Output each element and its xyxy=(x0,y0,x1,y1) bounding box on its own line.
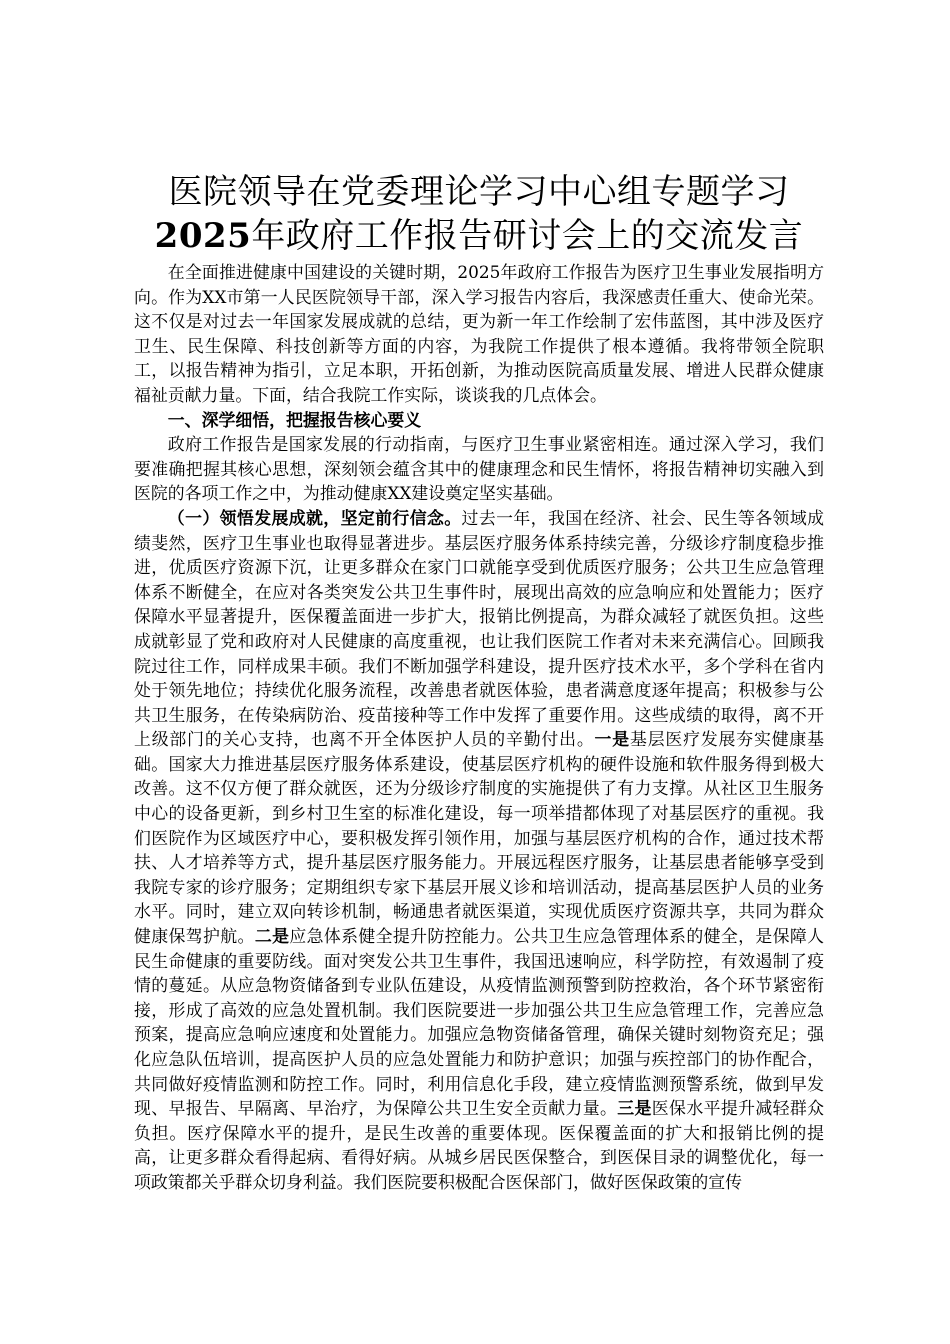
point-marker-3: 三是 xyxy=(617,1098,652,1119)
title-year: 2025 xyxy=(154,216,252,256)
document-body xyxy=(134,260,824,1195)
subsection-1-paragraph xyxy=(134,506,824,1195)
point-2-text: 应急体系健全提升防控能力。公共卫生应急管理体系的健全，是保障人民生命健康的重要防线。面对突发公共卫生事件，我国迅速响应，科学防控，有效遏制了疫情的蔓延。从应急物资储备到专业队伍建设，从疫情监测预警到防控救治，各个环节紧密衔接，形成了高效的应急处置机制。我们医院要进一步加强公共卫生应急管理工作，完善应急预案，提高应急响应速度和处置能力。加强应急物资储备管理，确保关键时刻物资充足；强化应急队伍培训，提高医护人员的应急处置能力和防护意识；加强与疾控部门的协作配合，共同做好疫情监测和防控工作。同时，利用信息化手段，建立疫情监测预警系统，做到早发现、早报告、早隔离、早治疗，为保障公共卫生安全贡献力量。 xyxy=(134,926,825,1119)
document-title xyxy=(134,170,824,258)
title-line-2: 年政府工作报告研讨会上的交流发言 xyxy=(251,216,804,256)
title-line-1: 医院领导在党委理论学习中心组专题学习 xyxy=(168,172,790,212)
document-content xyxy=(134,170,824,1195)
intro-paragraph: 在全面推进健康中国建设的关键时期，2025年政府工作报告为医疗卫生事业发展指明方向。作为XX市第一人民医院领导干部，深入学习报告内容后，我深感责任重大、使命光荣。这不仅是对过去一年国家发展成就的总结，更为新一年工作绘制了宏伟蓝图，其中涉及医疗卫生、民生保障、科技创新等方面的内容，为我院工作提供了根本遵循。我将带领全院职工，以报告精神为指引，立足本职，开拓创新，为推动医院高质量发展、增进人民群众健康福祉贡献力量。下面，结合我院工作实际，谈谈我的几点体会。 xyxy=(134,262,824,405)
point-3-text: 医保水平提升减轻群众负担。医疗保障水平的提升，是民生改善的重要体现。医保覆盖面的扩大和报销比例的提高，让更多群众看得起病、看得好病。从城乡居民医保整合，到医保目录的调整优化，每一项政策都关乎群众切身利益。我们医院要积极配合医保部门，做好医保政策的宣传 xyxy=(134,1098,825,1192)
subsection-heading-1: （一）领悟发展成就，坚定前行信念。 xyxy=(167,507,462,528)
section-1-paragraph: 政府工作报告是国家发展的行动指南，与医疗卫生事业紧密相连。通过深入学习，我们要准确把握其核心思想，深刻领会蕴含其中的健康理念和民生情怀，将报告精神切实融入到医院的各项工作之中，为推动健康XX建设奠定坚实基础。 xyxy=(134,434,824,504)
point-1-text: 基层医疗发展夯实健康基础。国家大力推进基层医疗服务体系建设，使基层医疗机构的硬件设施和软件服务得到极大改善。这不仅方便了群众就医，还为分级诊疗制度的实施提供了有力支撑。从社区卫生服务中心的设备更新，到乡村卫生室的标准化建设，每一项举措都体现了对基层医疗的重视。我们医院作为区域医疗中心，要积极发挥引领作用，加强与基层医疗机构的合作，通过技术帮扶、人才培养等方式，提升基层医疗服务能力。开展远程医疗服务，让基层患者能够享受到我院专家的诊疗服务；定期组织专家下基层开展义诊和培训活动，提高基层医护人员的业务水平。同时，建立双向转诊机制，畅通患者就医渠道，实现优质医疗资源共享，共同为群众健康保驾护航。 xyxy=(134,729,825,947)
section-heading-1: 一、深学细悟，把握报告核心要义 xyxy=(167,409,422,430)
subsection-1-text: 过去一年，我国在经济、社会、民生等各领域成绩斐然，医疗卫生事业也取得显著进步。基层医疗服务体系持续完善，分级诊疗制度稳步推进，优质医疗资源下沉，让更多群众在家门口就能享受到优质医疗服务；公共卫生应急管理体系不断健全，在应对各类突发公共卫生事件时，展现出高效的应急响应和处置能力；医疗保障水平显著提升，医保覆盖面进一步扩大，报销比例提高，为群众减轻了就医负担。这些成就彰显了党和政府对人民健康的高度重视，也让我们医院工作者对未来充满信心。回顾我院过往工作，同样成果丰硕。我们不断加强学科建设，提升医疗技术水平，多个学科在省内处于领先地位；持续优化服务流程，改善患者就医体验，患者满意度逐年提高；积极参与公共卫生服务，在传染病防治、疫苗接种等工作中发挥了重要作用。这些成绩的取得，离不开上级部门的关心支持，也离不开全体医护人员的辛勤付出。 xyxy=(134,507,825,750)
point-marker-1: 一是 xyxy=(594,729,630,750)
point-marker-2: 二是 xyxy=(254,926,290,947)
